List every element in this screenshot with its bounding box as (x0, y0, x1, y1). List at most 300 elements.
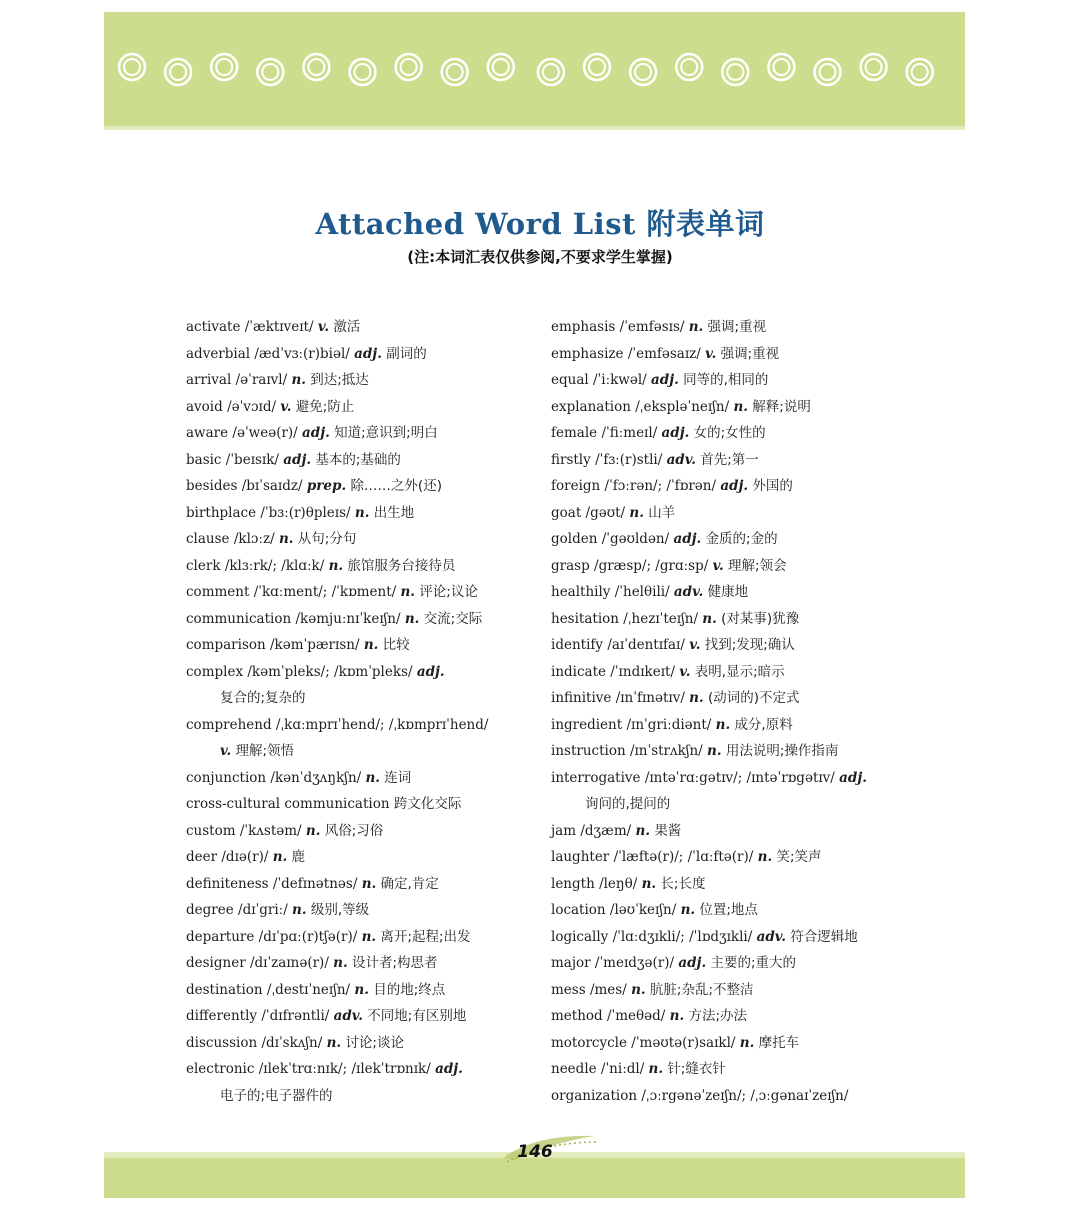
entry-word: basic (186, 451, 222, 468)
entry-meaning: 果酱 (654, 822, 682, 839)
word-entry (551, 950, 911, 977)
entry-meaning: 跨文化交际 (393, 796, 462, 812)
banner-circle-icon (866, 59, 882, 75)
entry-meaning: 级别,等级 (310, 902, 370, 918)
entry-part-of-speech: n. (635, 822, 651, 839)
entry-word: birthplace (186, 504, 257, 521)
entry-word: laughter (551, 849, 610, 865)
entry-phonetic: /kənˈdʒʌŋkʃn/ (270, 769, 362, 786)
entry-part-of-speech: prep. (306, 478, 347, 494)
entry-phonetic: /gəʊt/ (585, 504, 626, 521)
word-entry (551, 473, 911, 500)
entry-word: logically (551, 928, 609, 945)
entry-phonetic: /ləʊˈkeɪʃn/ (609, 902, 677, 918)
entry-meaning: 强调;重视 (707, 319, 767, 335)
entry-part-of-speech: v. (220, 743, 232, 759)
entry-phonetic: /ˈemfəsaɪz/ (627, 345, 701, 362)
word-entry (186, 632, 546, 659)
entry-meaning: 金质的;金的 (705, 531, 778, 547)
entry-word: method (551, 1008, 603, 1024)
word-entry (551, 765, 911, 818)
entry-phonetic: /ˈməʊtə(r)saɪkl/ (631, 1034, 736, 1051)
word-entry (186, 526, 546, 553)
entry-meaning: 离开;起程;出发 (380, 928, 471, 945)
word-entry (551, 367, 911, 394)
word-entry (551, 579, 911, 606)
banner-circle-icon (257, 59, 283, 85)
entry-part-of-speech: n. (680, 902, 696, 918)
entry-word: healthily (551, 584, 611, 600)
entry-meaning: 首先;第一 (700, 451, 759, 468)
entry-phonetic: /ɪlekˈtrɑːnɪk/; /ɪlekˈtrɒnɪk/ (258, 1061, 431, 1077)
banner-circle-icon (350, 59, 376, 85)
banner-circle-icon (635, 64, 651, 80)
page-number: 146 (517, 1142, 553, 1162)
entry-meaning: 避免;防止 (295, 398, 355, 415)
entry-part-of-speech: adj. (678, 955, 707, 971)
banner-circle-icon (584, 54, 610, 80)
word-entry (551, 712, 911, 739)
page-subtitle: (注:本词汇表仅供参阅,不要求学生掌握) (407, 248, 673, 266)
entry-part-of-speech: adv. (333, 1008, 363, 1024)
word-entry (551, 526, 911, 553)
banner-circle-icon (543, 64, 559, 80)
entry-phonetic: /ˈɪndɪkeɪt/ (610, 663, 675, 680)
word-entry (186, 341, 546, 368)
entry-meaning: 出生地 (373, 504, 415, 521)
entry-part-of-speech: n. (291, 372, 306, 388)
entry-phonetic: /ˈmeɪdʒə(r)/ (594, 955, 675, 971)
word-entry (186, 314, 546, 341)
entry-meaning: 从句;分句 (297, 531, 357, 547)
banner-circle-icon (773, 59, 789, 75)
entry-word: communication (186, 610, 292, 627)
entry-phonetic: /kəmˈpærɪsn/ (270, 637, 360, 653)
word-entry (186, 1056, 546, 1109)
word-entry (551, 924, 911, 951)
entry-part-of-speech: v. (317, 319, 330, 335)
entry-word: deer (186, 849, 218, 865)
entry-meaning: 理解;领悟 (235, 743, 295, 759)
entry-meaning: 肮脏;杂乱;不整洁 (649, 981, 754, 998)
entry-meaning: 健康地 (707, 584, 749, 600)
entry-phonetic: /dɪˈzaɪnə(r)/ (249, 955, 329, 971)
entry-meaning: 找到;发现;确认 (704, 637, 795, 653)
entry-part-of-speech: n. (400, 584, 415, 600)
word-entry (551, 738, 911, 765)
word-entry (186, 473, 546, 500)
banner-circle-icon (912, 64, 928, 80)
entry-phonetic: /əˈvɔɪd/ (227, 398, 277, 415)
word-entry (551, 394, 911, 421)
entry-part-of-speech: adj. (661, 425, 690, 441)
word-entry (551, 818, 911, 845)
entry-part-of-speech: n. (361, 928, 377, 945)
entry-meaning: 除……之外(还) (350, 478, 442, 494)
entry-meaning: 摩托车 (758, 1034, 800, 1051)
entry-meaning: (动词的)不定式 (707, 690, 800, 706)
banner-circle-icon (447, 64, 463, 80)
entry-phonetic: /kəmˈpleks/; /kɒmˈpleks/ (247, 663, 413, 680)
entry-part-of-speech: n. (629, 504, 644, 521)
entry-meaning: 笑;笑声 (776, 849, 822, 865)
word-entry (186, 844, 546, 871)
entry-meaning: 同等的,相同的 (683, 372, 769, 388)
entry-part-of-speech: n. (689, 690, 704, 706)
entry-continuation (186, 685, 546, 712)
entry-part-of-speech: v. (679, 663, 691, 680)
entry-part-of-speech: adj. (302, 425, 330, 441)
banner-circle-icon (907, 59, 933, 85)
entry-meaning: 针;缝衣针 (667, 1061, 726, 1077)
banner-circle-icon (211, 54, 237, 80)
word-entry (186, 394, 546, 421)
word-entry (551, 420, 911, 447)
entry-meaning: 成分,原料 (734, 716, 793, 733)
word-entry (551, 500, 911, 527)
entry-part-of-speech: v. (689, 637, 701, 653)
word-entry (551, 1030, 911, 1057)
entry-phonetic: /ˈgəʊldən/ (601, 531, 670, 547)
entry-meaning: 女的;女性的 (693, 425, 766, 441)
entry-word: differently (186, 1008, 258, 1024)
banner-circle-icon (119, 54, 145, 80)
entry-word: ingredient (551, 716, 623, 733)
entry-word: length (551, 875, 595, 892)
entry-part-of-speech: v. (705, 345, 717, 362)
entry-phonetic: /ˈæktɪveɪt/ (244, 319, 314, 335)
entry-word: motorcycle (551, 1034, 627, 1051)
entry-meaning: 比较 (382, 637, 410, 653)
entry-word: electronic (186, 1061, 255, 1077)
entry-phonetic: /ˈlɑːdʒɪkli/; /ˈlɒdʒɪkli/ (612, 928, 753, 945)
entry-part-of-speech: v. (280, 398, 292, 415)
entry-word: golden (551, 531, 598, 547)
entry-part-of-speech: adj. (354, 345, 382, 362)
entry-phonetic: /ˌkɑːmprɪˈhend/; /ˌkɒmprɪˈhend/ (275, 716, 489, 733)
entry-word: designer (186, 955, 246, 971)
entry-meaning: 电子的;电子器件的 (220, 1087, 333, 1104)
entry-part-of-speech: adv. (756, 928, 786, 945)
word-entry (186, 1030, 546, 1057)
entry-continuation (186, 1083, 546, 1110)
banner-circle-icon (308, 59, 324, 75)
word-entry (186, 950, 546, 977)
word-entry (551, 632, 911, 659)
entry-meaning: 到达;抵达 (310, 372, 369, 388)
entry-phonetic: /dɪˈpɑː(r)tʃə(r)/ (258, 928, 358, 945)
entry-part-of-speech: n. (648, 1061, 664, 1077)
entry-meaning: 旅馆服务台接待员 (347, 557, 456, 574)
entry-part-of-speech: n. (305, 822, 321, 839)
banner-circle-icon (262, 64, 278, 80)
entry-word: organization (551, 1087, 638, 1104)
word-entry (186, 420, 546, 447)
word-entry (551, 977, 911, 1004)
word-entry (551, 447, 911, 474)
entry-word: location (551, 902, 606, 918)
entry-phonetic: /ɪntəˈrɑːgətɪv/; /ɪntəˈrɒgətɪv/ (644, 769, 835, 786)
entry-word: aware (186, 425, 229, 441)
entry-word: besides (186, 478, 238, 494)
word-entry (186, 606, 546, 633)
entry-part-of-speech: adj. (283, 451, 312, 468)
entry-word: comprehend (186, 716, 272, 733)
entry-word: emphasis (551, 319, 616, 335)
entry-phonetic: /dɪˈgriː/ (238, 902, 288, 918)
entry-part-of-speech: n. (361, 875, 377, 892)
entry-phonetic: /mes/ (589, 981, 627, 998)
entry-phonetic: /leŋθ/ (599, 875, 638, 892)
word-entry (186, 712, 546, 765)
word-entry (186, 818, 546, 845)
entry-phonetic: /ˌdestɪˈneɪʃn/ (266, 981, 351, 998)
entry-word: conjunction (186, 769, 267, 786)
entry-phonetic: /ˈbeɪsɪk/ (225, 451, 279, 468)
entry-part-of-speech: n. (278, 531, 294, 547)
entry-part-of-speech: n. (272, 849, 288, 865)
entry-part-of-speech: n. (669, 1008, 685, 1024)
entry-phonetic: /ˌekspləˈneɪʃn/ (635, 398, 730, 415)
entry-part-of-speech: n. (641, 875, 657, 892)
banner-circle-icon (630, 59, 656, 85)
entry-word: comment (186, 584, 250, 600)
word-entry (186, 1003, 546, 1030)
entry-part-of-speech: n. (707, 743, 722, 759)
entry-meaning: 讨论;谈论 (345, 1034, 404, 1051)
entry-word: interrogative (551, 769, 641, 786)
word-entry (186, 765, 546, 792)
decorative-circles (104, 12, 965, 126)
entry-part-of-speech: n. (363, 637, 379, 653)
word-entry (551, 897, 911, 924)
entry-meaning: 位置;地点 (699, 902, 758, 918)
entry-phonetic: /ˌhezɪˈteɪʃn/ (623, 610, 698, 627)
entry-word: jam (551, 822, 577, 839)
entry-meaning: 用法说明;操作指南 (725, 743, 839, 759)
entry-word: grasp (551, 557, 590, 574)
word-entry (186, 500, 546, 527)
entry-meaning: 设计者;构思者 (351, 955, 438, 971)
entry-meaning: 理解;领会 (728, 557, 787, 574)
entry-part-of-speech: adj. (435, 1061, 463, 1077)
entry-phonetic: /græsp/; /grɑːsp/ (594, 557, 709, 574)
banner-circle-icon (493, 59, 509, 75)
entry-word: needle (551, 1061, 597, 1077)
entry-phonetic: /ɪnˈgriːdiənt/ (626, 716, 712, 733)
entry-phonetic: /bɪˈsaɪdz/ (241, 478, 303, 494)
entry-word: clause (186, 531, 230, 547)
entry-part-of-speech: n. (688, 319, 704, 335)
entry-meaning: 评论;议论 (419, 584, 478, 600)
entry-phonetic: /kəmjuːnɪˈkeɪʃn/ (295, 610, 401, 627)
entry-word: complex (186, 663, 244, 680)
entry-meaning: 长;长度 (660, 875, 706, 892)
entry-word: infinitive (551, 690, 612, 706)
entry-word: foreign (551, 478, 601, 494)
entry-part-of-speech: adj. (651, 372, 679, 388)
banner-circle-icon (727, 64, 743, 80)
word-entry (551, 659, 911, 686)
entry-part-of-speech: v. (712, 557, 724, 574)
word-entry (186, 659, 546, 712)
entry-word: custom (186, 822, 236, 839)
banner-circle-icon (170, 64, 186, 80)
entry-word: activate (186, 319, 241, 335)
entry-meaning: 外国的 (752, 478, 793, 494)
entry-meaning: 强调;重视 (720, 345, 780, 362)
word-entry (186, 367, 546, 394)
entry-word: mess (551, 981, 586, 998)
banner-circle-icon (722, 59, 748, 85)
entry-part-of-speech: n. (354, 981, 369, 998)
entry-phonetic: /ˌɔːrgənəˈzeɪʃn/; /ˌɔːgənaɪˈzeɪʃn/ (641, 1087, 849, 1104)
entry-part-of-speech: n. (326, 1034, 342, 1051)
entry-meaning: 目的地;终点 (373, 981, 446, 998)
banner-circle-icon (768, 54, 794, 80)
entry-phonetic: /ˈhelθili/ (614, 584, 670, 600)
entry-part-of-speech: n. (292, 902, 307, 918)
word-entry (186, 579, 546, 606)
entry-part-of-speech: adj. (839, 769, 867, 786)
entry-part-of-speech: n. (365, 769, 380, 786)
banner-circle-icon (124, 59, 140, 75)
entry-part-of-speech: n. (354, 504, 370, 521)
entry-part-of-speech: adj. (720, 478, 749, 494)
top-banner (104, 12, 965, 130)
entry-part-of-speech: n. (333, 955, 348, 971)
entry-phonetic: /ˈdɪfrəntli/ (261, 1008, 330, 1024)
word-entry (551, 1056, 911, 1083)
entry-word: instruction (551, 743, 626, 759)
entry-meaning: 复合的;复杂的 (220, 690, 306, 706)
entry-meaning: 风俗;习俗 (324, 822, 384, 839)
entry-phonetic: /ˈemfəsɪs/ (619, 319, 685, 335)
entry-phonetic: /əˈraɪvl/ (235, 372, 288, 388)
entry-part-of-speech: adj. (416, 663, 445, 680)
word-entry (186, 553, 546, 580)
entry-phonetic: /klɔːz/ (233, 531, 275, 547)
entry-phonetic: /ˈkɑːment/; /ˈkɒment/ (253, 584, 397, 600)
entry-word: discussion (186, 1034, 258, 1051)
entry-part-of-speech: n. (702, 610, 717, 627)
banner-circle-icon (401, 59, 417, 75)
entry-meaning: 山羊 (648, 504, 676, 521)
word-entry (186, 871, 546, 898)
entry-word: explanation (551, 398, 631, 415)
entry-part-of-speech: n. (739, 1034, 755, 1051)
banner-circle-icon (488, 54, 514, 80)
banner-circle-icon (165, 59, 191, 85)
entry-meaning: 知道;意识到;明白 (334, 425, 438, 441)
entry-part-of-speech: n. (328, 557, 344, 574)
banner-circle-icon (396, 54, 422, 80)
entry-phonetic: /ɪnˈfɪnətɪv/ (615, 690, 685, 706)
entry-meaning: (对某事)犹豫 (721, 610, 800, 627)
entry-word: emphasize (551, 345, 624, 362)
entry-word: comparison (186, 637, 266, 653)
entry-meaning: 副词的 (386, 345, 427, 362)
entry-phonetic: /əˈweə(r)/ (232, 425, 298, 441)
entry-word: major (551, 955, 591, 971)
entry-part-of-speech: n. (631, 981, 646, 998)
entry-word: goat (551, 504, 582, 521)
entry-continuation (551, 791, 911, 818)
entry-meaning: 连词 (384, 769, 412, 786)
entry-part-of-speech: n. (733, 398, 748, 415)
entry-phonetic: /ˈiːkwəl/ (593, 372, 647, 388)
entry-phonetic: /klɜːrk/; /klɑːk/ (224, 557, 325, 574)
entry-phonetic: /ˈfɜː(r)stli/ (595, 451, 663, 468)
word-entry (551, 553, 911, 580)
entry-word: hesitation (551, 610, 619, 627)
banner-circle-icon (538, 59, 564, 85)
banner-circle-icon (815, 59, 841, 85)
entry-part-of-speech: n. (404, 610, 420, 627)
word-entry (551, 341, 911, 368)
entry-part-of-speech: adj. (673, 531, 702, 547)
word-list-left-column (186, 314, 546, 1109)
word-entry (186, 447, 546, 474)
entry-phonetic: /ˈkʌstəm/ (239, 822, 302, 839)
banner-circle-icon (681, 59, 697, 75)
word-entry (551, 844, 911, 871)
word-entry (186, 897, 546, 924)
entry-meaning: 表明,显示;暗示 (694, 663, 785, 680)
entry-phonetic: /ædˈvɜː(r)biəl/ (254, 345, 350, 362)
word-entry (186, 791, 546, 818)
banner-circle-icon (589, 59, 605, 75)
entry-part-of-speech: n. (757, 849, 773, 865)
entry-word: definiteness (186, 875, 269, 892)
word-entry (551, 1083, 911, 1110)
entry-meaning: 基本的;基础的 (315, 451, 401, 468)
banner-circle-icon (355, 64, 371, 80)
entry-phonetic: /ˈlæftə(r)/; /ˈlɑːftə(r)/ (613, 849, 754, 865)
word-list-right-column (551, 314, 911, 1109)
entry-phonetic: /ˈfiːmeɪl/ (601, 425, 658, 441)
entry-meaning: 激活 (333, 319, 361, 335)
entry-phonetic: /dʒæm/ (580, 822, 632, 839)
entry-phonetic: /ˈbɜː(r)θpleɪs/ (260, 504, 351, 521)
word-entry (551, 871, 911, 898)
entry-meaning: 不同地;有区别地 (367, 1008, 467, 1024)
entry-phonetic: /dɪə(r)/ (221, 849, 269, 865)
entry-phonetic: /ˈmeθəd/ (606, 1008, 666, 1024)
entry-phonetic: /ˈdefɪnətnəs/ (272, 875, 358, 892)
banner-circle-icon (442, 59, 468, 85)
entry-meaning: 鹿 (291, 849, 306, 865)
banner-circle-icon (861, 54, 887, 80)
entry-word: firstly (551, 451, 591, 468)
entry-continuation (186, 738, 546, 765)
entry-part-of-speech: adv. (673, 584, 704, 600)
entry-phonetic: /ɪnˈstrʌkʃn/ (629, 743, 703, 759)
word-entry (186, 977, 546, 1004)
entry-meaning: 主要的;重大的 (710, 955, 797, 971)
entry-meaning: 交流;交际 (423, 610, 483, 627)
entry-meaning: 确定,肯定 (380, 875, 439, 892)
word-entry (551, 606, 911, 633)
entry-meaning: 方法;办法 (688, 1008, 748, 1024)
entry-word: adverbial (186, 345, 251, 362)
entry-word: departure (186, 928, 255, 945)
banner-circle-icon (303, 54, 329, 80)
banner-circle-icon (676, 54, 702, 80)
entry-phonetic: /ˈfɔːrən/; /ˈfɒrən/ (604, 478, 717, 494)
entry-word: indicate (551, 663, 606, 680)
banner-circle-icon (820, 64, 836, 80)
